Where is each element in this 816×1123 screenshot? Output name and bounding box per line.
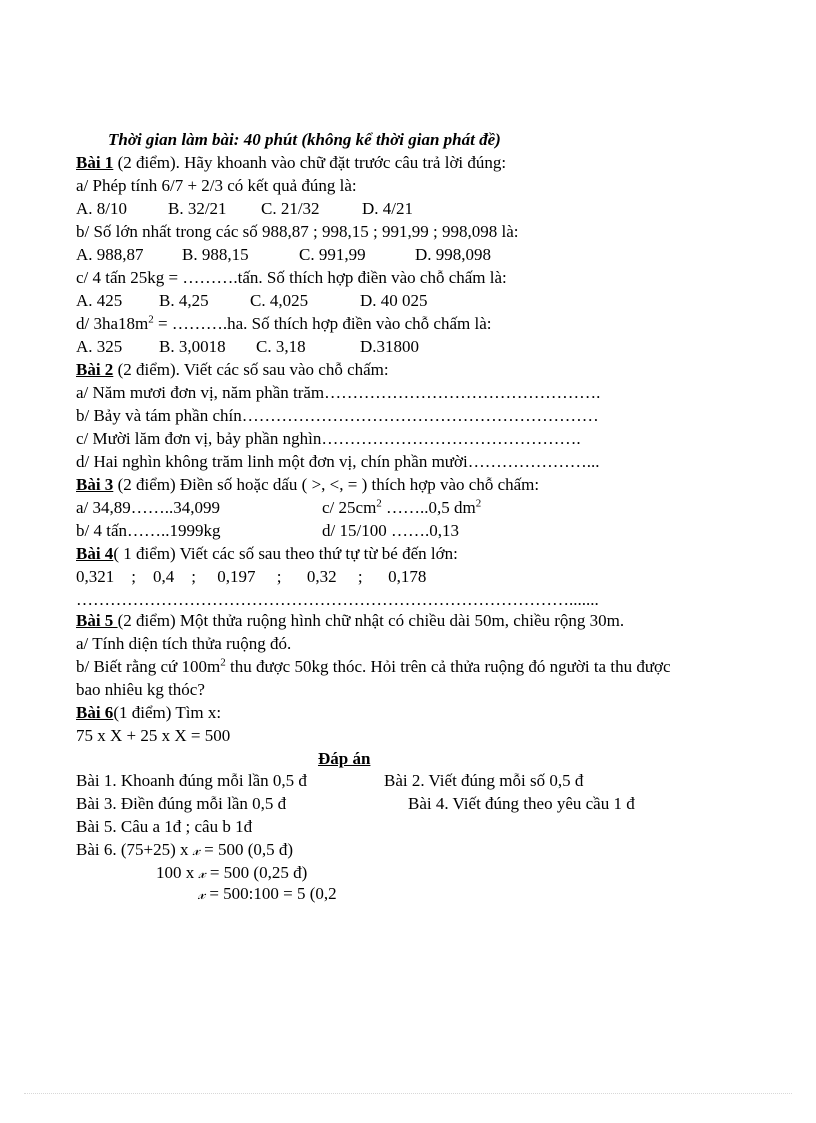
answer-line-5 [156,863,307,884]
x-variable-symbol: 𝓍 [198,866,206,882]
line-5-post: = 500 (0,25 đ) [205,863,308,882]
superscript: 2 [220,656,226,669]
answer-line-1-left: Bài 1. Khoanh đúng mỗi lần 0,5 đ [76,771,307,790]
line-5-pre: 100 x [156,863,199,882]
bai4-heading [76,544,458,564]
answer-line-2-left: Bài 3. Điền đúng mỗi lần 0,5 đ [76,794,287,813]
bai2-item-c: c/ Mười lăm đơn vị, bảy phần nghìn………………………………………. [76,429,581,448]
item-b-pre: b/ Biết rằng cứ 100m [76,657,221,676]
answer-title: Đáp án [318,749,371,768]
x-variable-symbol: 𝓍 [192,843,200,859]
bai2-heading [76,360,389,380]
bai3-item-d: d/ 15/100 …….0,13 [322,521,459,540]
bai1-question-b: b/ Số lớn nhất trong các số 988,87 ; 998,15 ; 991,99 ; 998,098 là: [76,222,519,241]
bai3-text: (2 điểm) Điền số hoặc dấu ( >, <, = ) thích hợp vào chỗ chấm: [113,475,540,494]
option-c: C. 3,18 [256,337,306,356]
option-a: A. 988,87 [76,245,144,264]
option-d: D.31800 [360,337,420,356]
bai5-item-a: a/ Tính diện tích thửa ruộng đó. [76,634,292,653]
line-6-post: = 500:100 = 5 (0,2 [205,884,337,903]
bai5-item-b [76,657,671,677]
bai6-text: (1 điểm) Tìm x: [113,703,222,722]
option-d: D. 40 025 [360,291,428,310]
bai1-text: (2 điểm). Hãy khoanh vào chữ đặt trước câu trả lời đúng: [113,153,507,172]
bai3-label: Bài 3 [76,475,114,494]
bai1-question-c: c/ 4 tấn 25kg = ……….tấn. Số thích hợp điền vào chỗ chấm là: [76,268,507,287]
item-b-post: thu được 50kg thóc. Hỏi trên cả thửa ruộng đó người ta thu được [225,657,671,676]
option-a: A. 325 [76,337,123,356]
option-b: B. 4,25 [159,291,209,310]
line-4-pre: Bài 6. (75+25) x [76,840,193,859]
answer-line-4 [76,840,293,861]
bai1-label: Bài 1 [76,153,114,172]
bai2-text: (2 điểm). Viết các số sau vào chỗ chấm: [113,360,389,379]
option-d: D. 4/21 [362,199,413,218]
time-header: Thời gian làm bài: 40 phút (không kể thời gian phát đề) [108,130,501,149]
bai3-heading [76,475,539,495]
option-c: C. 4,025 [250,291,309,310]
option-b: B. 3,0018 [159,337,226,356]
question-d-pre: d/ 3ha18m [76,314,149,333]
bai2-item-d: d/ Hai nghìn không trăm linh một đơn vị, chín phần mười…………………... [76,452,600,471]
superscript: 2 [148,313,154,326]
bai4-label: Bài 4 [76,544,114,563]
option-d: D. 998,098 [415,245,492,264]
option-a: A. 8/10 [76,199,127,218]
bai6-equation: 75 x X + 25 x X = 500 [76,726,231,745]
answer-line-1-right: Bài 2. Viết đúng mỗi số 0,5 đ [384,771,584,790]
option-a: A. 425 [76,291,123,310]
option-c: C. 21/32 [261,199,320,218]
bai5-text: (2 điểm) Một thửa ruộng hình chữ nhật có chiều dài 50m, chiều rộng 30m. [117,611,625,630]
bai6-label: Bài 6 [76,703,114,722]
bai4-numbers: 0,321 ; 0,4 ; 0,197 ; 0,32 ; 0,178 [76,567,427,586]
bai1-heading [76,153,506,173]
option-b: B. 32/21 [168,199,227,218]
x-variable-symbol: 𝓍 [198,887,206,903]
option-b: B. 988,15 [182,245,249,264]
bai2-label: Bài 2 [76,360,114,379]
bai3-item-a: a/ 34,89……..34,099 [76,498,221,517]
bai6-heading [76,703,221,723]
question-d-post: = ……….ha. Số thích hợp điền vào chỗ chấm là: [153,314,492,333]
superscript: 2 [475,497,482,510]
bai4-answer-dots: ……………………………………………………………………………....... [76,590,599,609]
answer-line-6 [198,884,337,905]
page-bottom-divider [24,1093,792,1094]
bai4-text: ( 1 điểm) Viết các số sau theo thứ tự từ bé đến lớn: [113,544,458,563]
bai2-item-b: b/ Bảy và tám phần chín……………………………………………………… [76,406,599,425]
answer-line-3: Bài 5. Câu a 1đ ; câu b 1đ [76,817,253,836]
option-c: C. 991,99 [299,245,366,264]
superscript: 2 [376,497,382,510]
bai1-question-d [76,314,491,334]
bai3-item-c [322,498,481,518]
bai5-label: Bài 5 [76,611,118,630]
bai2-item-a: a/ Năm mươi đơn vị, năm phần trăm…………………………………………. [76,383,601,402]
bai5-item-b-cont: bao nhiêu kg thóc? [76,680,205,699]
item-c-mid: ……..0,5 dm [381,498,476,517]
bai1-question-a: a/ Phép tính 6/7 + 2/3 có kết quả đúng là: [76,176,357,195]
line-4-post: = 500 (0,5 đ) [199,840,294,859]
bai3-item-b: b/ 4 tấn……..1999kg [76,521,221,540]
item-c-pre: c/ 25cm [322,498,377,517]
answer-line-2-right: Bài 4. Viết đúng theo yêu cầu 1 đ [408,794,635,813]
bai5-heading [76,611,624,631]
